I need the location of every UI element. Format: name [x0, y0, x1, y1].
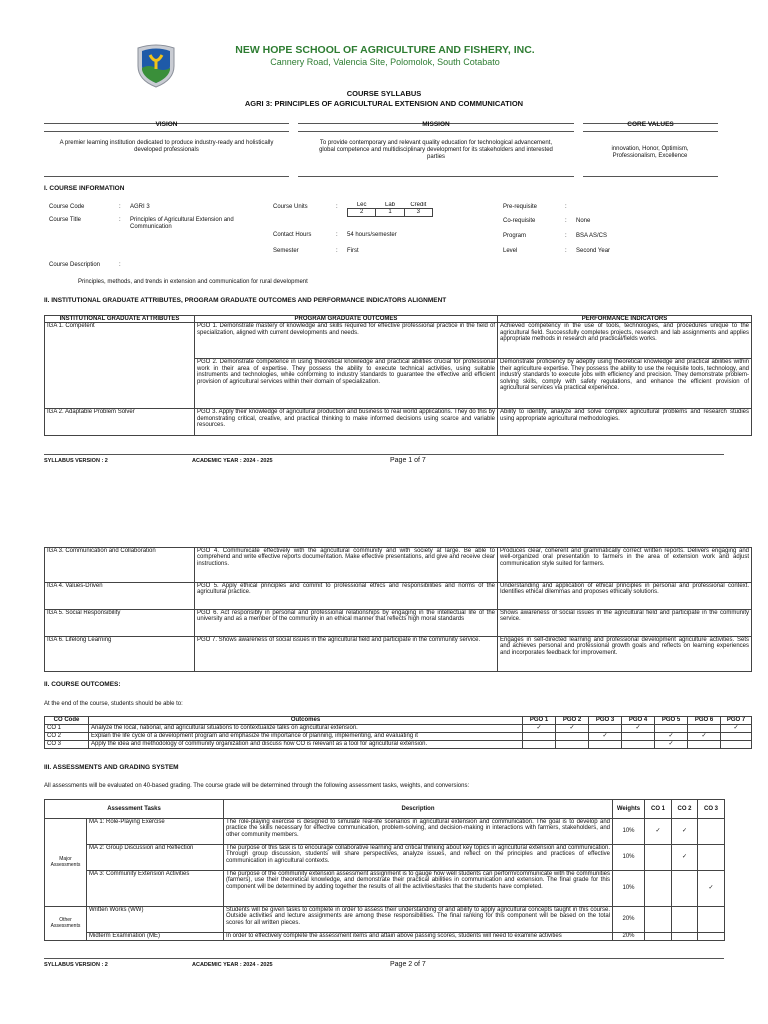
empty-cell — [672, 907, 698, 933]
pgo-cell: PGO 2. Demonstrate competence in using theoretical knowledge and practical abilities crucial for professional work in their area of expertise. They possess the ability to execute technical activities, using suitable instruments and technologies, while conforming to industry standards to guarantee the effective and efficient provision of agricultural services within their domain of specialization. — [195, 359, 498, 409]
assessment-row — [45, 845, 725, 871]
col-header-pgo7: PGO 7 — [721, 717, 752, 725]
pgo-cell: PGO 3. Apply their knowledge of agricultural production and business to real world applications. They do this by demonstrating critical, creative, and practical thinking to make informed decisions using scarce and variable resources. — [195, 409, 498, 436]
description-cell: Students will be given tasks to complete in order to assess their understanding of and ability to apply agricultural concepts taught in this course. Outside activities and lecture assignments are among these responsibilities. The final ranking for this component will be based on the total scores for all written pieces. — [224, 907, 613, 933]
pi-cell: Understanding and application of ethical principles in personal and professional context. Identifies ethical dilemmas and proposes ethically solutions. — [498, 583, 752, 610]
empty-cell — [645, 845, 672, 871]
co-row — [45, 733, 752, 741]
iga-cell: IGA 6. Lifelong Learning — [45, 637, 195, 672]
assessment-row — [45, 907, 725, 933]
empty-cell — [655, 725, 688, 733]
alignment-table — [44, 315, 752, 436]
empty-cell — [556, 741, 589, 749]
course-title-value: Principles of Agricultural Extension and Communication — [130, 217, 234, 230]
pgo-cell: PGO 7. Shows awareness of social issues in the agricultural field and participate in the community service. — [195, 637, 498, 672]
semester-value: First — [347, 248, 359, 254]
col-header-pgo1: PGO 1 — [523, 717, 556, 725]
pgo-cell: PGO 5. Apply ethical principles and commit to professional ethics and responsibilities and norms of the agricultural practice. — [195, 583, 498, 610]
check-mark: ✓ — [672, 845, 698, 871]
empty-cell — [688, 725, 721, 733]
contact-hours-value: 54 hours/semester — [347, 232, 397, 238]
col-header-outcomes: Outcomes — [89, 717, 523, 725]
col-header-co-code: CO Code — [45, 717, 89, 725]
colon: : — [119, 217, 121, 223]
mission-label: MISSION — [422, 121, 450, 128]
assessment-row — [45, 819, 725, 845]
pi-cell: Demonstrate proficiency by adeptly using theoretical knowledge and practical abilities within their agriculture expertise. They possess the ability to use the requisite tools, technology, and industry standards to execute jobs with efficiency and precision. They demonstrate problem-solving skills, comply with safety regulations, and enhance the efficient provision of agricultural services via practical experience. — [498, 359, 752, 409]
document-type: COURSE SYLLABUS — [346, 89, 422, 98]
core-values-label: CORE VALUES — [627, 121, 674, 128]
course-title-label: Course Title — [49, 217, 82, 223]
empty-cell — [672, 871, 698, 907]
check-mark: ✓ — [655, 733, 688, 741]
semester-label: Semester — [273, 248, 299, 254]
prerequisite-label: Pre-requisite — [503, 204, 538, 210]
pi-cell: Shows awareness of social issues in the agricultural field and participate in the community service. — [498, 610, 752, 637]
level-value: Second Year — [576, 248, 611, 254]
colon: : — [565, 233, 567, 239]
check-mark: ✓ — [523, 725, 556, 733]
colon: : — [565, 204, 567, 210]
col-header-pgo4: PGO 4 — [622, 717, 655, 725]
col-header-co3: CO 3 — [698, 800, 725, 819]
check-mark: ✓ — [672, 819, 698, 845]
category-other: Other Assessments — [45, 907, 87, 941]
corequisite-label: Co-requisite — [503, 218, 536, 224]
description-cell: The role-playing exercise is designed to simulate real-life scenarios in agricultural extension and communication. The goal is to develop and practice the skills necessary for effective communication, problem-solving, and decision-making in interactions with farmers, stakeholders, and other community members. — [224, 819, 613, 845]
weight-cell: 10% — [613, 845, 645, 871]
description-cell: In order to effectively complete the assessment items and attain above passing scores, students will need to examine activities — [224, 933, 613, 941]
iga-cell: IGA 2. Adaptable Problem Solver — [45, 409, 195, 436]
pgo-cell: PGO 4. Communicate effectively with the agricultural community and with society at large. Be able to comprehend and write effective reports documentation. Make effective presentations, and give and receive clear instructions. — [195, 548, 498, 583]
co-code-cell: CO 2 — [45, 733, 89, 741]
empty-cell — [589, 741, 622, 749]
units-header-lab: Lab — [376, 202, 404, 209]
check-mark: ✓ — [655, 741, 688, 749]
course-outcomes-table — [44, 716, 752, 749]
course-code-value: AGRI 3 — [130, 204, 150, 210]
col-header-tasks: Assessment Tasks — [45, 800, 224, 819]
course-info-heading: I. COURSE INFORMATION — [44, 185, 125, 192]
co-outcome-cell: Explain the life cycle of a development program and emphasize the importance of planning, implementing, and evaluating it — [89, 733, 523, 741]
units-value-credit: 3 — [404, 209, 432, 216]
colon: : — [565, 248, 567, 254]
course-outcomes-intro: At the end of the course, students should be able to: — [44, 701, 183, 707]
units-table — [347, 202, 433, 217]
school-name: NEW HOPE SCHOOL OF AGRICULTURE AND FISHERY, INC. — [235, 44, 535, 56]
check-mark: ✓ — [721, 725, 752, 733]
empty-cell — [672, 933, 698, 941]
col-header-co1: CO 1 — [645, 800, 672, 819]
empty-cell — [622, 741, 655, 749]
pgo-cell: PGO 1. Demonstrate mastery of knowledge and skills required for effective professional practice in the field of specialization, aligned with current developments and needs. — [195, 323, 498, 359]
empty-cell — [523, 741, 556, 749]
colon: : — [119, 262, 121, 268]
course-title-heading: AGRI 3: PRINCIPLES OF AGRICULTURAL EXTENSION AND COMMUNICATION — [244, 99, 524, 108]
task-cell: MA 3: Community Extension Activities — [87, 871, 224, 907]
check-mark: ✓ — [589, 733, 622, 741]
empty-cell — [698, 907, 725, 933]
course-description-label: Course Description — [49, 262, 101, 268]
iga-cell: IGA 4. Values-Driven — [45, 583, 195, 610]
empty-cell — [688, 741, 721, 749]
empty-cell — [698, 845, 725, 871]
vision-label: VISION — [155, 121, 178, 128]
check-mark: ✓ — [698, 871, 725, 907]
task-cell: MA 1: Role-Playing Exercise — [87, 819, 224, 845]
empty-cell — [622, 733, 655, 741]
category-major: Major Assessments — [45, 819, 87, 907]
school-address: Cannery Road, Valencia Site, Polomolok, South Cotabato — [270, 57, 500, 67]
units-header-lec: Lec — [348, 202, 376, 209]
course-description-value: Principles, methods, and trends in extension and communication for rural development — [78, 279, 308, 285]
empty-cell — [698, 933, 725, 941]
empty-cell — [721, 733, 752, 741]
check-mark: ✓ — [688, 733, 721, 741]
contact-hours-label: Contact Hours — [273, 232, 312, 238]
assessment-row — [45, 871, 725, 907]
assessment-intro: All assessments will be evaluated on 40-based grading. The course grade will be determined through the following assessment tasks, weights, and conversions: — [44, 783, 470, 789]
weight-cell: 10% — [613, 819, 645, 845]
task-cell: Written Works (WW) — [87, 907, 224, 933]
col-header-iga: INSTITUTIONAL GRADUATE ATTRIBUTES — [45, 316, 195, 323]
colon: : — [336, 248, 338, 254]
footer-year: ACADEMIC YEAR : 2024 - 2025 — [192, 962, 273, 968]
course-outcomes-heading: II. COURSE OUTCOMES: — [44, 681, 121, 688]
col-header-pi: PERFORMANCE INDICATORS — [498, 316, 752, 323]
co-code-cell: CO 3 — [45, 741, 89, 749]
col-header-pgo: PROGRAM GRADUATE OUTCOMES — [195, 316, 498, 323]
col-header-pgo2: PGO 2 — [556, 717, 589, 725]
empty-cell — [645, 907, 672, 933]
empty-cell — [589, 725, 622, 733]
check-mark: ✓ — [556, 725, 589, 733]
col-header-description: Description — [224, 800, 613, 819]
co-code-cell: CO 1 — [45, 725, 89, 733]
weight-cell: 20% — [613, 907, 645, 933]
check-mark: ✓ — [622, 725, 655, 733]
iga-cell: IGA 5. Social Responsibility — [45, 610, 195, 637]
col-header-pgo6: PGO 6 — [688, 717, 721, 725]
vision-text: A premier learning institution dedicated to produce industry-ready and holistically developed professionals — [59, 140, 274, 153]
co-outcome-cell: Analyze the local, national, and agricultural situations to contextualize talks on agricultural extension. — [89, 725, 523, 733]
empty-cell — [645, 933, 672, 941]
level-label: Level — [503, 248, 518, 254]
iga-cell: IGA 1. Competent — [45, 323, 195, 409]
iga-cell: IGA 3. Communication and Collaboration — [45, 548, 195, 583]
program-value: BSA AS/CS — [576, 233, 608, 239]
footer-page-number: Page 2 of 7 — [390, 961, 426, 968]
check-mark: ✓ — [645, 819, 672, 845]
pi-cell: Ability to identify, analyze and solve complex agricultural problems and research studies using appropriate agricultural methodologies. — [498, 409, 752, 436]
pi-cell: Produces clear, coherent and grammatically correct written reports. Delivers engaging and well-organized oral presentation to farmers in the area of extension work and adjust communication style suited for farmers. — [498, 548, 752, 583]
colon: : — [336, 204, 338, 210]
empty-cell — [721, 741, 752, 749]
units-header-credit: Credit — [404, 202, 432, 209]
assessment-heading: III. ASSESSMENTS AND GRADING SYSTEM — [44, 764, 179, 771]
alignment-table-continued — [44, 547, 752, 672]
empty-cell — [556, 733, 589, 741]
description-cell: The purpose of this task is to encourage collaborative learning and critical thinking about key topics in agricultural extension and communication. Through group discussion, students will share perspectives, analyze issues, and reflect on the principles and practices of effective communication in agricultural contexts. — [224, 845, 613, 871]
footer-version: SYLLABUS VERSION : 2 — [44, 458, 108, 464]
pgo-cell: PGO 6. Act responsibly in personal and professional relationships by engaging in the intellectual life of the university and as a member of the community in an ethical manner that reflects high moral standards — [195, 610, 498, 637]
colon: : — [565, 218, 567, 224]
col-header-pgo3: PGO 3 — [589, 717, 622, 725]
assessment-table — [44, 799, 725, 941]
weight-cell: 10% — [613, 871, 645, 907]
school-logo — [134, 42, 178, 88]
co-outcome-cell: Apply the idea and methodology of community organization and discuss how CO is relevant as a tool for agricultural extension. — [89, 741, 523, 749]
course-code-label: Course Code — [49, 204, 85, 210]
col-header-pgo5: PGO 5 — [655, 717, 688, 725]
co-row — [45, 725, 752, 733]
empty-cell — [645, 871, 672, 907]
footer-version: SYLLABUS VERSION : 2 — [44, 962, 108, 968]
course-units-label: Course Units — [273, 204, 308, 210]
task-cell: Midterm Examination (ME) — [87, 933, 224, 941]
units-value-lab: 1 — [376, 209, 404, 216]
alignment-heading: II. INSTITUTIONAL GRADUATE ATTRIBUTES, PROGRAM GRADUATE OUTCOMES AND PERFORMANCE INDICATORS ALIGNMENT — [44, 297, 447, 304]
weight-cell: 20% — [613, 933, 645, 941]
pi-cell: Achieved competency in the use of tools, technologies, and procedures unique to the agricultural field. Successfully completes projects, research and lab assignments and applies appropriate methods in research and practical/fields works. — [498, 323, 752, 359]
pi-cell: Engages in self-directed learning and professional development agriculture activities. Sets and achieves personal and professional growth goals and reflects on learning experiences and incorporates feedback for improvement. — [498, 637, 752, 672]
footer-year: ACADEMIC YEAR : 2024 - 2025 — [192, 458, 273, 464]
task-cell: MA 2: Group Discussion and Reflection — [87, 845, 224, 871]
empty-cell — [523, 733, 556, 741]
description-cell: The purpose of the community extension assessment assignment is to gauge how well students can perform/communicate with the communities (farmers), use their theoretical knowledge, and demonstrate their practical abilities in communication and extension. The final grade for this component will be determined by adding together the results of all the activities/tasks that the students have completed. — [224, 871, 613, 907]
program-label: Program — [503, 233, 527, 239]
empty-cell — [698, 819, 725, 845]
colon: : — [336, 232, 338, 238]
corequisite-value: None — [576, 218, 591, 224]
colon: : — [119, 204, 121, 210]
co-row — [45, 741, 752, 749]
units-value-lec: 2 — [348, 209, 376, 216]
core-values-text: innovation, Honor, Optimism, Professionalism, Excellence — [611, 146, 689, 159]
mission-text: To provide contemporary and relevant quality education for technological advancement, global competence and multidisciplinary development for its stakeholders and interested parties — [319, 140, 553, 160]
col-header-co2: CO 2 — [672, 800, 698, 819]
footer-page-number: Page 1 of 7 — [390, 457, 426, 464]
col-header-weights: Weights — [613, 800, 645, 819]
assessment-row — [45, 933, 725, 941]
